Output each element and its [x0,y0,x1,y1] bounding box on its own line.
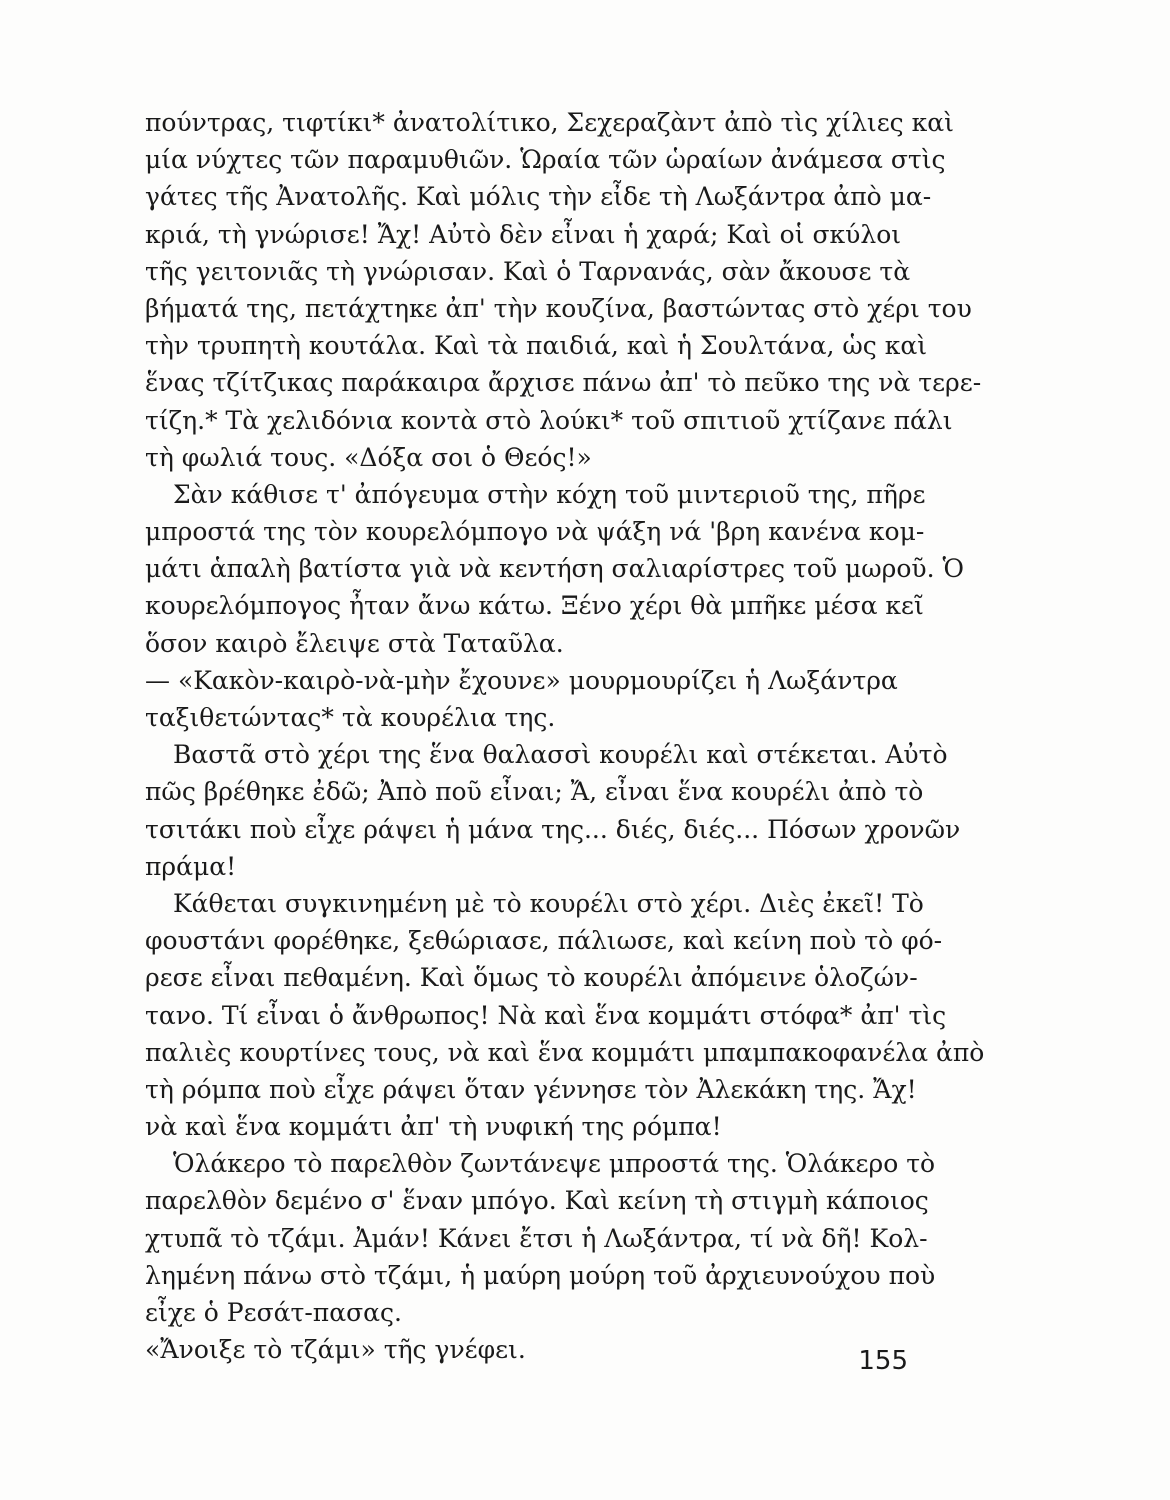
text-line: ρεσε εἶναι πεθαμένη. Καὶ ὅμως τὸ κουρέλι ἀπόμεινε ὁλοζών- [145,963,918,993]
text-line: χτυπᾶ τὸ τζάμι. Ἀμάν! Κάνει ἔτσι ἡ Λωξάντρα, τί νὰ δῆ! Κολ- [145,1223,928,1253]
text-line: γάτες τῆς Ἀνατολῆς. Καὶ μόλις τὴν εἶδε τὴ Λωξάντρα ἀπὸ μα- [145,182,932,212]
text-line: λημένη πάνω στὸ τζάμι, ἡ μαύρη μούρη τοῦ ἀρχιευνούχου ποὺ [145,1260,936,1290]
text-line: — «Κακὸν-καιρὸ-νὰ-μὴν ἔχουνε» μουρμουρίζει ἡ Λωξάντρα [145,665,898,695]
text-line: νὰ καὶ ἕνα κομμάτι ἀπ' τὴ νυφική της ρόμπα! [145,1112,722,1142]
text-line: κριά, τὴ γνώρισε! Ἄχ! Αὐτὸ δὲν εἶναι ἡ χαρά; Καὶ οἱ σκύλοι [145,219,902,249]
text-line: παλιὲς κουρτίνες τους, νὰ καὶ ἕνα κομμάτι μπαμπακοφανέλα ἀπὸ [145,1037,985,1067]
text-line: τίζη.* Τὰ χελιδόνια κοντὰ στὸ λούκι* τοῦ σπιτιοῦ χτίζανε πάλι [145,405,953,435]
text-line: μάτι ἁπαλὴ βατίστα γιὰ νὰ κεντήση σαλιαρίστρες τοῦ μωροῦ. Ὁ [145,554,964,584]
body-text [145,104,985,1368]
text-line: Ὁλάκερο τὸ παρελθὸν ζωντάνεψε μπροστά της. Ὁλάκερο τὸ [173,1149,936,1179]
text-line: παρελθὸν δεμένο σ' ἕναν μπόγο. Καὶ κείνη τὴ στιγμὴ κάποιος [145,1186,929,1216]
text-line: τανο. Τί εἶναι ὁ ἄνθρωπος! Νὰ καὶ ἕνα κομμάτι στόφα* ἀπ' τὶς [145,1000,947,1030]
text-line: πράμα! [145,851,237,881]
text-line: μία νύχτες τῶν παραμυθιῶν. Ὡραία τῶν ὡραίων ἀνάμεσα στὶς [145,145,946,175]
text-line: Κάθεται συγκινημένη μὲ τὸ κουρέλι στὸ χέρι. Διὲς ἐκεῖ! Τὸ [173,888,924,918]
text-line: πούντρας, τιφτίκι* ἀνατολίτικο, Σεχεραζὰντ ἀπὸ τὶς χίλιες καὶ [145,108,954,137]
text-line: βήματά της, πετάχτηκε ἀπ' τὴν κουζίνα, βαστώντας στὸ χέρι του [145,293,972,323]
text-line: φουστάνι φορέθηκε, ξεθώριασε, πάλιωσε, καὶ κείνη ποὺ τὸ φό- [145,926,943,956]
text-line: ἕνας τζίτζικας παράκαιρα ἄρχισε πάνω ἀπ' τὸ πεῦκο της νὰ τερε- [145,368,982,398]
text-line: τῆς γειτονιᾶς τὴ γνώρισαν. Καὶ ὁ Ταρνανάς, σὰν ἄκουσε τὰ [145,256,911,286]
text-line: Σὰν κάθισε τ' ἀπόγευμα στὴν κόχη τοῦ μιντεριοῦ της, πῆρε [173,479,926,509]
text-line: τὴν τρυπητὴ κουτάλα. Καὶ τὰ παιδιά, καὶ ἡ Σουλτάνα, ὡς καὶ [145,331,928,361]
text-line: Βαστᾶ στὸ χέρι της ἕνα θαλασσὶ κουρέλι καὶ στέκεται. Αὐτὸ [173,740,948,770]
text-line: κουρελόμπογος ἦταν ἄνω κάτω. Ξένο χέρι θὰ μπῆκε μέσα κεῖ [145,591,924,621]
text-line: μπροστά της τὸν κουρελόμπογο νὰ ψάξη νά 'βρη κανένα κομ- [145,517,925,547]
text-line: ταξιθετώντας* τὰ κουρέλια της. [145,703,556,732]
text-line: πῶς βρέθηκε ἐδῶ; Ἀπὸ ποῦ εἶναι; Ἄ, εἶναι ἕνα κουρέλι ἀπὸ τὸ [145,777,924,807]
text-line: «Ἄνοιξε τὸ τζάμι» τῆς γνέφει. [145,1335,526,1365]
text-line: τσιτάκι ποὺ εἶχε ράψει ἡ μάνα της... διές, διές... Πόσων χρονῶν [145,814,961,844]
text-line: τὴ ρόμπα ποὺ εἶχε ράψει ὅταν γέννησε τὸν Ἀλεκάκη της. Ἄχ! [145,1074,917,1104]
text-line: εἶχε ὁ Ρεσάτ-πασας. [145,1298,403,1327]
text-line: ὅσον καιρὸ ἔλειψε στὰ Ταταῦλα. [145,628,564,658]
page-number: 155 [858,1346,908,1376]
text-line: τὴ φωλιά τους. «Δόξα σοι ὁ Θεός!» [145,442,592,472]
